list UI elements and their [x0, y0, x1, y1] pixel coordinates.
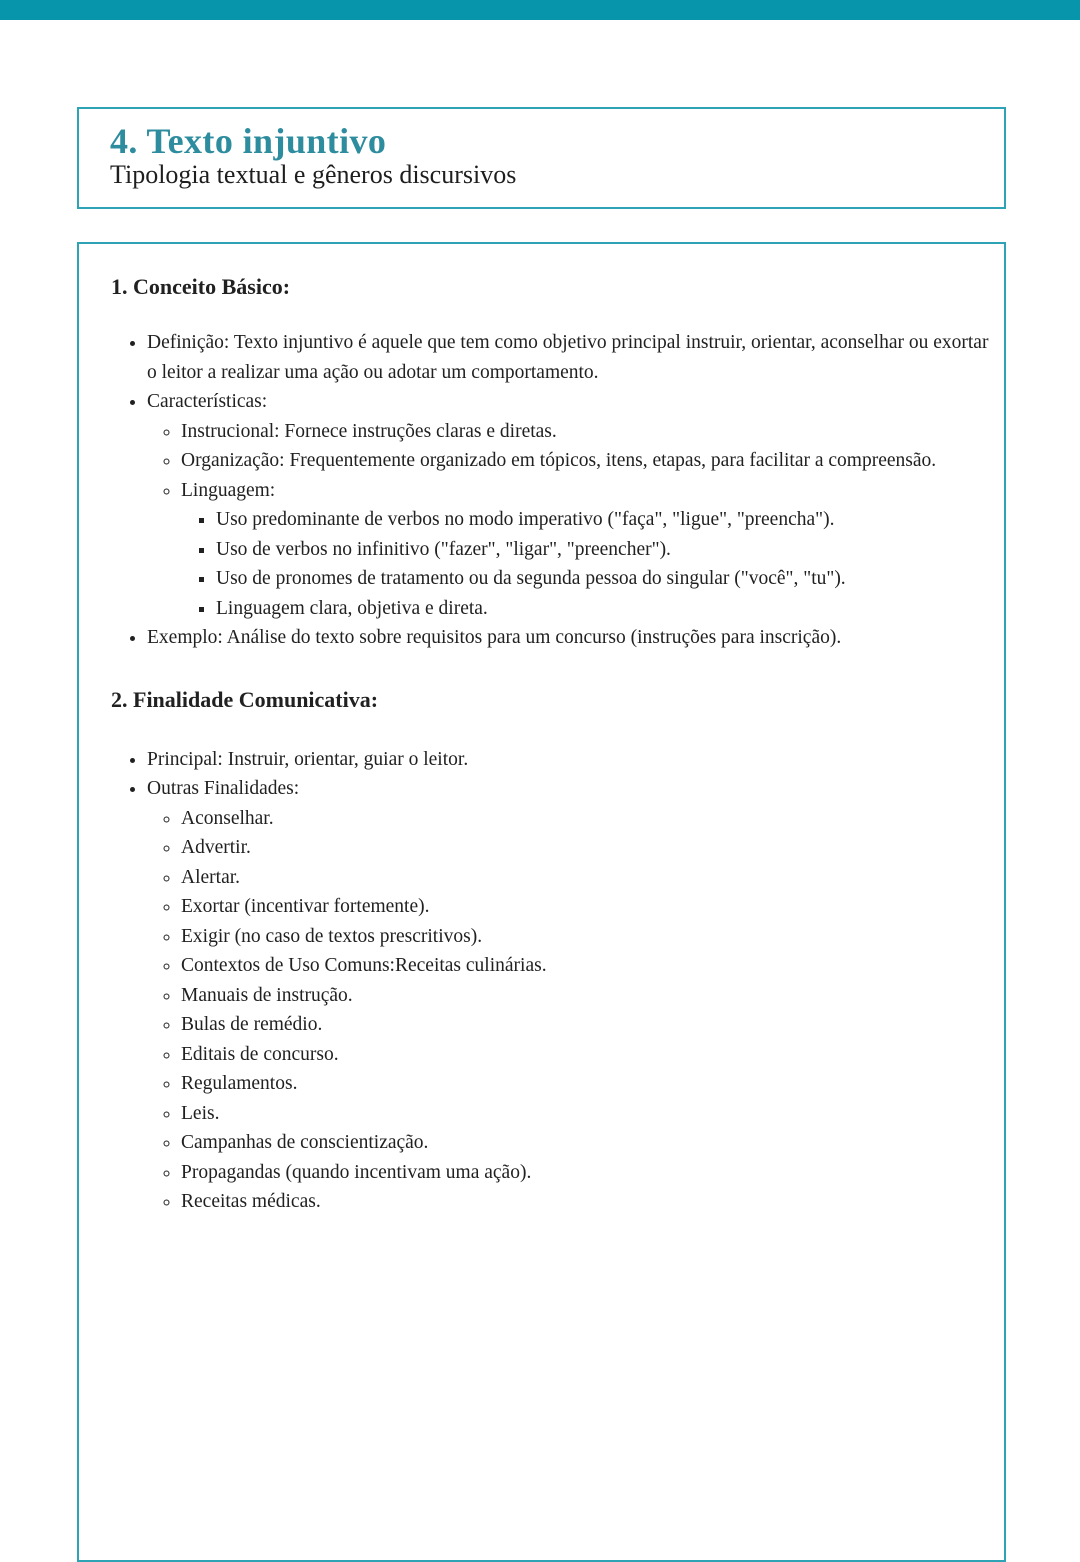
list-item-text: Linguagem:: [181, 479, 276, 501]
list-item-text: Principal: Instruir, orientar, guiar o leitor.: [147, 748, 469, 770]
section-heading-2: 2. Finalidade Comunicativa:: [111, 686, 379, 712]
header-card: [77, 107, 1006, 209]
list-item: [181, 417, 992, 447]
list-item-text: Campanhas de conscientização.: [181, 1132, 429, 1153]
list-item: [181, 1040, 992, 1070]
list-item-text: Editais de concurso.: [181, 1043, 339, 1065]
list-item-text: Receitas médicas.: [181, 1191, 321, 1212]
list-item-text: Contextos de Uso Comuns:Receitas culinárias.: [181, 955, 547, 976]
list-item-text: Definição: Texto injuntivo é aquele que tem como objetivo principal instruir, orientar, aconselhar ou exortar o leitor a realizar uma ação ou adotar um comportamento.: [147, 332, 989, 383]
list-item: [147, 623, 992, 653]
section-2-list: [111, 745, 992, 1217]
list-item: [181, 922, 992, 952]
list-item-text: Alertar.: [181, 866, 241, 888]
list-item-text: Aconselhar.: [181, 807, 274, 829]
sub-sub-list: [181, 505, 992, 623]
list-item: [181, 1010, 992, 1040]
list-item: [181, 476, 992, 624]
list-item: [147, 745, 992, 775]
list-item-text: Advertir.: [181, 837, 251, 858]
list-item: [147, 387, 992, 623]
list-item: [181, 1099, 992, 1129]
content-card: [77, 242, 1006, 1562]
page-title: 4. Texto injuntivo: [110, 121, 387, 161]
list-item-text: Propagandas (quando incentivam uma ação).: [181, 1161, 532, 1183]
list-item-text: Linguagem clara, objetiva e direta.: [216, 597, 488, 619]
list-item-text: Exortar (incentivar fortemente).: [181, 896, 430, 917]
list-item-text: Uso de pronomes de tratamento ou da segunda pessoa do singular ("você", "tu").: [216, 568, 846, 589]
list-item-text: Outras Finalidades:: [147, 778, 300, 799]
top-accent-bar: [0, 0, 1080, 20]
list-item: [181, 1128, 992, 1158]
list-item: [216, 564, 992, 594]
list-item-text: Exigir (no caso de textos prescritivos).: [181, 925, 483, 947]
list-item: [181, 446, 992, 476]
list-item: [181, 804, 992, 834]
list-item: [216, 535, 992, 565]
list-item-text: Regulamentos.: [181, 1073, 298, 1094]
list-item-text: Uso predominante de verbos no modo imperativo ("faça", "ligue", "preencha").: [216, 509, 835, 530]
list-item: [181, 981, 992, 1011]
list-item: [216, 505, 992, 535]
list-item-text: Organização: Frequentemente organizado em tópicos, itens, etapas, para facilitar a compreensão.: [181, 450, 937, 471]
list-item: [181, 833, 992, 863]
list-item: [216, 594, 992, 624]
list-item-text: Manuais de instrução.: [181, 984, 353, 1006]
list-item-text: Bulas de remédio.: [181, 1014, 323, 1035]
list-item: [147, 774, 992, 1217]
list-item: [181, 1187, 992, 1217]
list-item: [147, 328, 992, 387]
list-item-text: Exemplo: Análise do texto sobre requisitos para um concurso (instruções para inscrição).: [147, 627, 842, 648]
section-1-list: [111, 328, 992, 653]
section-heading-1: 1. Conceito Básico:: [111, 274, 291, 299]
list-item: [181, 863, 992, 893]
sub-list: [147, 804, 992, 1217]
list-item-text: Leis.: [181, 1102, 220, 1124]
page-subtitle: Tipologia textual e gêneros discursivos: [110, 160, 517, 189]
list-item: [181, 892, 992, 922]
list-item: [181, 1069, 992, 1099]
list-item: [181, 1158, 992, 1188]
list-item-text: Características:: [147, 391, 268, 412]
sub-list: [147, 417, 992, 624]
list-item-text: Uso de verbos no infinitivo ("fazer", "ligar", "preencher").: [216, 538, 671, 560]
list-item: [181, 951, 992, 981]
list-item-text: Instrucional: Fornece instruções claras e diretas.: [181, 420, 557, 442]
